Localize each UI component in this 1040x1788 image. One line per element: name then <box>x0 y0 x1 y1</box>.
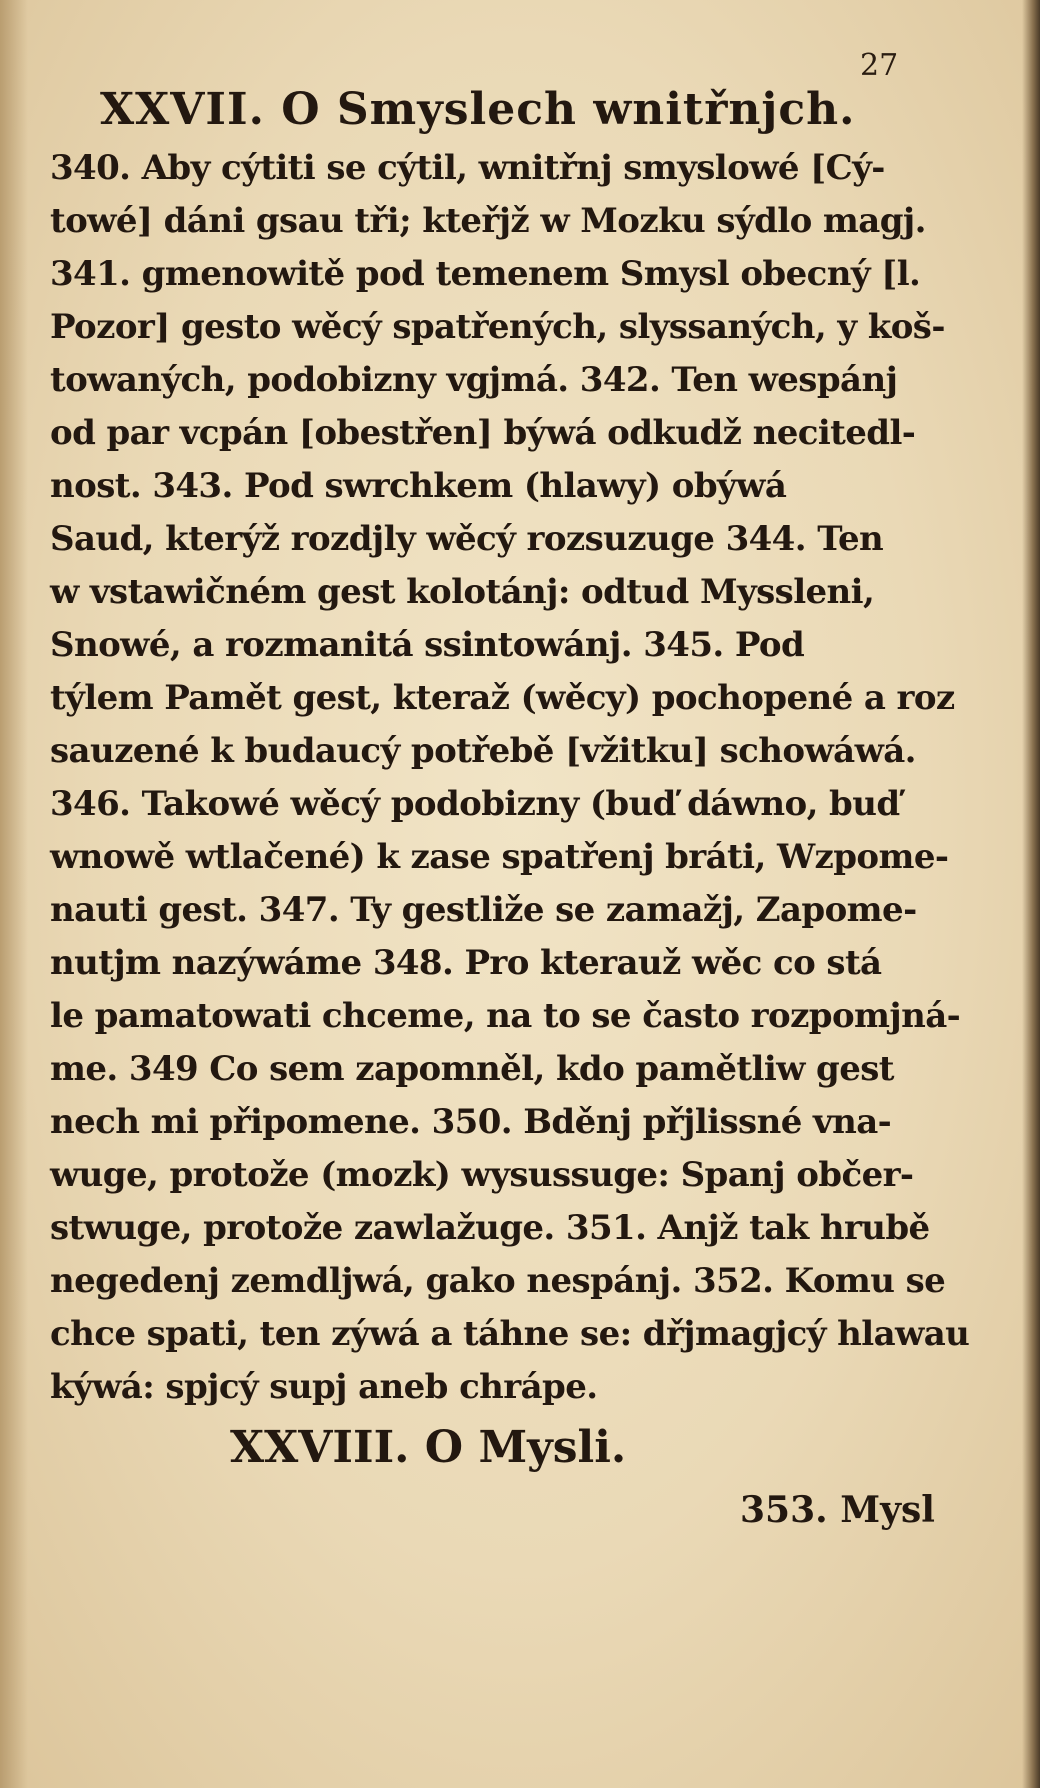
text-line: týlem Pamět gest, kteraž (wěcy) pochopené a roz <box>50 678 955 718</box>
text-line: chce spati, ten zýwá a táhne se: dřjmagjcý hlawau <box>50 1314 970 1354</box>
text-line: w vstawičném gest kolotánj: odtud Myssleni, <box>50 572 875 612</box>
text-line: towaných, podobizny vgjmá. 342. Ten wespánj <box>50 360 898 400</box>
page-text <box>50 78 970 1540</box>
text-line: kýwá: spjcý supj aneb chrápe. <box>50 1367 598 1407</box>
text-line: stwuge, protože zawlažuge. 351. Anjž tak hrubě <box>50 1208 930 1248</box>
text-line: Snowé, a rozmanitá ssintowánj. 345. Pod <box>50 625 805 665</box>
text-line: Pozor] gesto wěcý spatřených, slyssaných, y koš- <box>50 307 945 347</box>
text-line: nost. 343. Pod swrchkem (hlawy) obýwá <box>50 466 787 506</box>
text-line: me. 349 Co sem zapomněl, kdo pamětliw gest <box>50 1049 894 1089</box>
text-line: wuge, protože (mozk) wysussuge: Spanj občer- <box>50 1155 914 1195</box>
text-line: nutjm nazýwáme 348. Pro kterauž wěc co stá <box>50 943 882 983</box>
text-line: 340. Aby cýtiti se cýtil, wnitřnj smyslowé [Cý- <box>50 148 885 188</box>
chapter-heading: XXVII. O Smyslech wnitřnjch. <box>100 84 856 135</box>
text-line: 341. gmenowitě pod temenem Smysl obecný [l. <box>50 254 921 294</box>
chapter-heading-2: XXVIII. O Mysli. <box>230 1422 627 1473</box>
text-line: 346. Takowé wěcý podobizny (buď dáwno, buď <box>50 784 900 824</box>
text-line: nech mi připomene. 350. Bděnj přjlissné vna- <box>50 1102 892 1142</box>
text-line: Saud, kterýž rozdjly wěcý rozsuzuge 344. Ten <box>50 519 884 559</box>
catchword: 353. Mysl <box>740 1489 935 1531</box>
text-line: towé] dáni gsau tři; kteřjž w Mozku sýdlo magj. <box>50 201 926 241</box>
text-line: le pamatowati chceme, na to se často rozpomjná- <box>50 996 961 1036</box>
text-line: od par vcpán [obestřen] býwá odkudž necitedl- <box>50 413 916 453</box>
page-number: 27 <box>860 48 899 83</box>
text-line: negedenj zemdljwá, gako nespánj. 352. Komu se <box>50 1261 946 1301</box>
text-line: wnowě wtlačené) k zase spatřenj bráti, Wzpome- <box>50 837 949 877</box>
text-line: sauzené k budaucý potřebě [vžitku] schowáwá. <box>50 731 916 771</box>
text-line: nauti gest. 347. Ty gestliže se zamažj, Zapome- <box>50 890 917 930</box>
